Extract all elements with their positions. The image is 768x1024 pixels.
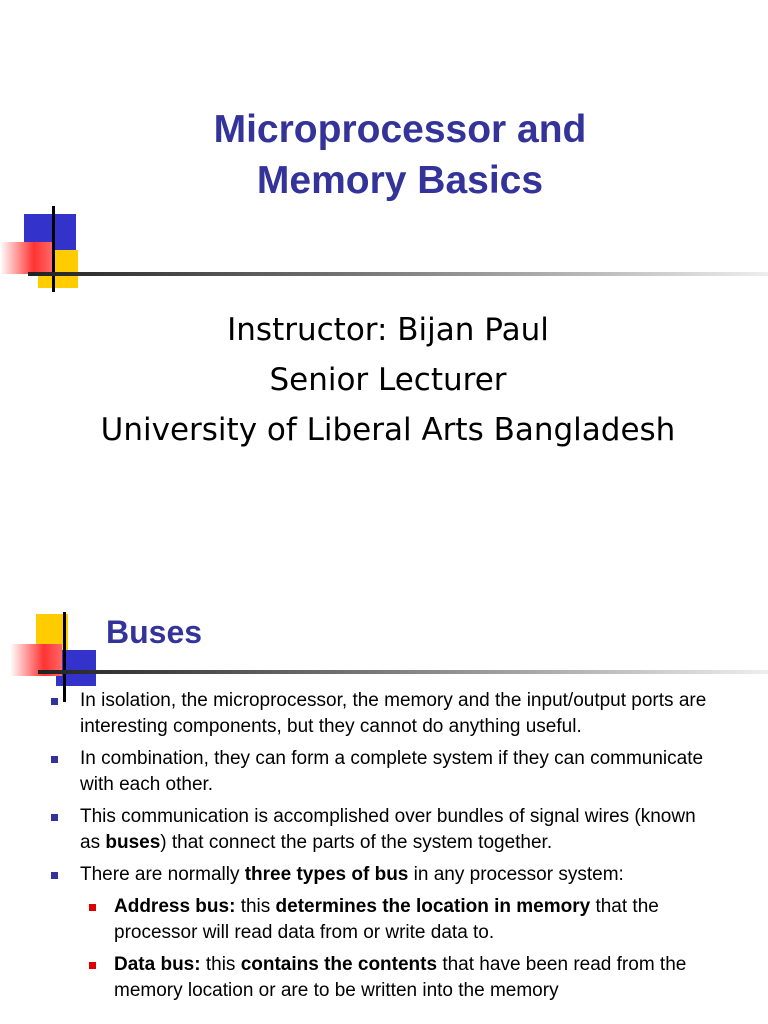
title-divider [38,670,768,674]
sub-bullet-item [114,894,704,946]
bullet-item [80,746,720,798]
instructor-position: Senior Lecturer [269,362,507,398]
title-line: Microprocessor and [213,108,587,151]
bullet-marker-icon [89,904,96,911]
text: that the processor will read data from or write data to. [114,896,659,943]
sub-bullet-item [114,952,704,1004]
bold-text: contains the contents [240,954,438,975]
text: In isolation, the microprocessor, the memory and the input/output ports are interesting components, but they cannot do anything useful. [80,690,707,737]
text: that have been read from the memory location or are to be written into the memory [114,954,687,1001]
text: This communication is accomplished over bundles of signal wires (known as [80,806,696,853]
bullet-marker-icon [51,814,58,821]
instructor-info [0,305,768,455]
text: this [200,954,241,975]
buses-slide [0,560,768,1024]
bold-text: buses [105,832,161,853]
text: In combination, they can form a complete system if they can communicate with each other. [80,748,704,795]
bullet-marker-icon [51,756,58,763]
bold-text: determines the location in memory [275,896,591,917]
bold-text: Address bus: [114,896,236,917]
title-line: Memory Basics [256,159,544,202]
text: ) that connect the parts of the system together. [160,832,553,853]
bullet-item [80,804,720,856]
bullet-list [0,688,768,1010]
bold-text: three types of bus [244,864,409,885]
bullet-item [80,862,720,888]
bold-text: Data bus: [114,954,201,975]
bullet-marker-icon [51,872,58,879]
bullet-marker-icon [51,698,58,705]
presentation-title [0,104,768,206]
text: There are normally [80,864,245,885]
institution-name: University of Liberal Arts Bangladesh [100,412,676,448]
instructor-name: Instructor: Bijan Paul [227,312,549,348]
text: in any processor system: [408,864,624,885]
bullet-item [80,688,720,740]
text: this [235,896,276,917]
title-divider [28,272,768,276]
slide-title: Buses [106,614,203,650]
bullet-marker-icon [89,962,96,969]
